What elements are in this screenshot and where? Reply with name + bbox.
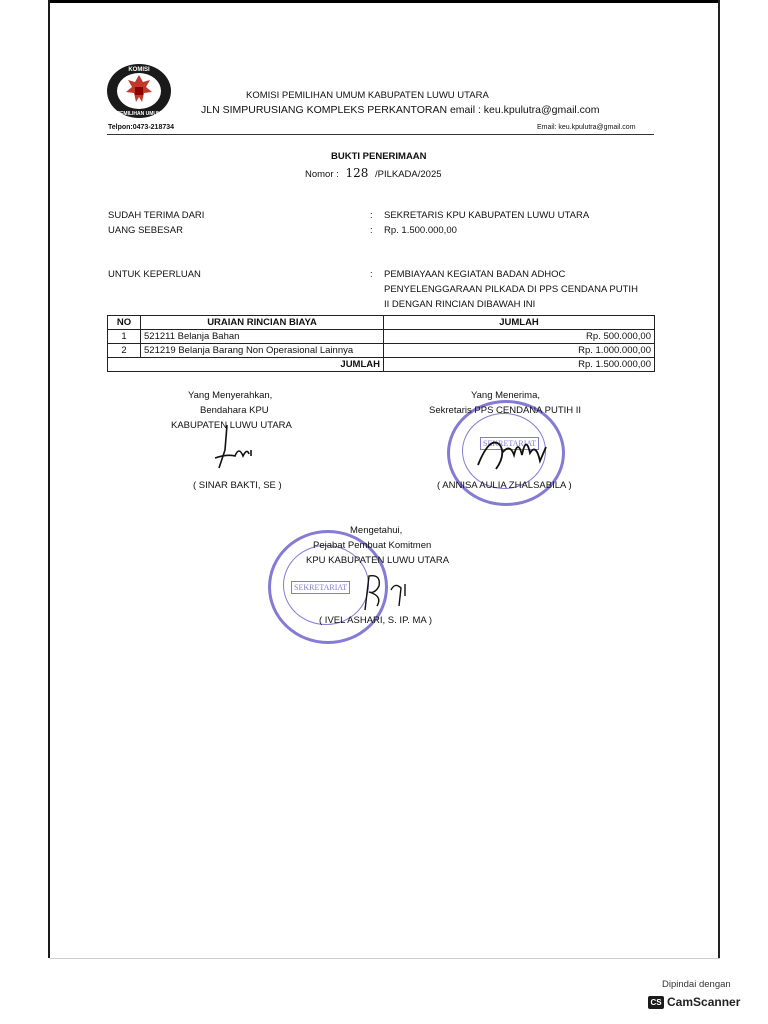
camscanner-watermark — [642, 975, 752, 1015]
field-value-purpose-2: PENYELENGGARAAN PILKADA DI PPS CENDANA PUTIH — [384, 284, 638, 295]
field-label-purpose: UNTUK KEPERLUAN — [108, 269, 201, 280]
doc-number: Nomor : 128 /PILKADA/2025 — [305, 166, 442, 180]
table-row — [108, 330, 655, 344]
field-label-from: SUDAH TERIMA DARI — [108, 210, 205, 221]
table-total-row — [108, 358, 655, 372]
stamp-bottom: SEKRETARIAT — [268, 530, 388, 644]
sig-left-line2: Bendahara KPU — [200, 405, 269, 416]
sig-bottom-line1: Mengetahui, — [350, 525, 403, 536]
scan-edge-bottom — [50, 958, 720, 959]
col-header-uraian: URAIAN RINCIAN BIAYA — [141, 316, 384, 330]
cell-jumlah: Rp. 1.000.000,00 — [384, 344, 655, 358]
field-value-from: SEKRETARIS KPU KABUPATEN LUWU UTARA — [384, 210, 590, 221]
cell-jumlah: Rp. 500.000,00 — [384, 330, 655, 344]
table-row — [108, 344, 655, 358]
field-value-purpose-1: PEMBIAYAAN KEGIATAN BADAN ADHOC — [384, 269, 566, 280]
scan-edge-top — [50, 0, 720, 3]
camscanner-caption: Dipindai dengan — [662, 979, 731, 990]
sig-left-line1: Yang Menyerahkan, — [188, 390, 273, 401]
cell-uraian: 521211 Belanja Bahan — [141, 330, 384, 344]
col-header-no: NO — [108, 316, 141, 330]
number-handwritten: 128 — [345, 166, 369, 180]
camscanner-brand: CamScanner — [667, 995, 741, 1009]
header-email: Email: keu.kpulutra@gmail.com — [537, 124, 636, 131]
doc-title: BUKTI PENERIMAAN — [331, 151, 427, 162]
sig-bottom-line3: KPU KABUPATEN LUWU UTARA — [306, 555, 450, 566]
svg-text:PEMILIHAN UMUM: PEMILIHAN UMUM — [116, 111, 162, 117]
field-value-purpose-3: II DENGAN RINCIAN DIBAWAH INI — [384, 299, 536, 310]
signature-left — [205, 420, 265, 475]
scan-edge-left — [48, 0, 50, 958]
total-label: JUMLAH — [108, 358, 384, 372]
field-label-amount: UANG SEBESAR — [108, 225, 183, 236]
camscanner-logo-icon: CS — [648, 996, 664, 1009]
sig-right-line1: Yang Menerima, — [471, 390, 540, 401]
header-divider — [107, 134, 654, 135]
header-line-1: KOMISI PEMILIHAN UMUM KABUPATEN LUWU UTARA — [246, 90, 489, 101]
sig-bottom-line2: Pejabat Pembuat Komitmen — [313, 540, 432, 551]
header-telpon: Telpon:0473-218734 — [108, 124, 175, 131]
table-header-row — [108, 316, 655, 330]
total-value: Rp. 1.500.000,00 — [384, 358, 655, 372]
field-sep-amount: : — [370, 225, 373, 236]
stamp-right: SEKRETARIAT — [447, 400, 565, 506]
header-line-2: JLN SIMPURUSIANG KOMPLEKS PERKANTORAN email : keu.kpulutra@gmail.com — [201, 104, 600, 116]
signature-bottom — [355, 570, 415, 615]
field-value-amount: Rp. 1.500.000,00 — [384, 225, 457, 236]
cell-uraian: 521219 Belanja Barang Non Operasional Lainnya — [141, 344, 384, 358]
sig-right-line2: Sekretaris PPS CENDANA PUTIH II — [429, 405, 582, 416]
svg-text:KOMISI: KOMISI — [128, 67, 150, 73]
field-sep-purpose: : — [370, 269, 373, 280]
col-header-jumlah: JUMLAH — [384, 316, 655, 330]
sig-left-name: ( SINAR BAKTI, SE ) — [193, 480, 282, 491]
sig-right-name: ( ANNISA AULIA ZHALSABILA ) — [437, 480, 572, 491]
cell-no: 1 — [108, 330, 141, 344]
cell-no: 2 — [108, 344, 141, 358]
field-sep-from: : — [370, 210, 373, 221]
sig-left-line3: KABUPATEN LUWU UTARA — [171, 420, 292, 431]
scan-edge-right — [718, 0, 720, 958]
sig-bottom-name: ( IVEL ASHARI, S. IP. MA ) — [319, 615, 432, 626]
kpu-logo — [106, 62, 172, 120]
rincian-table — [107, 315, 655, 372]
signature-right — [470, 425, 560, 480]
